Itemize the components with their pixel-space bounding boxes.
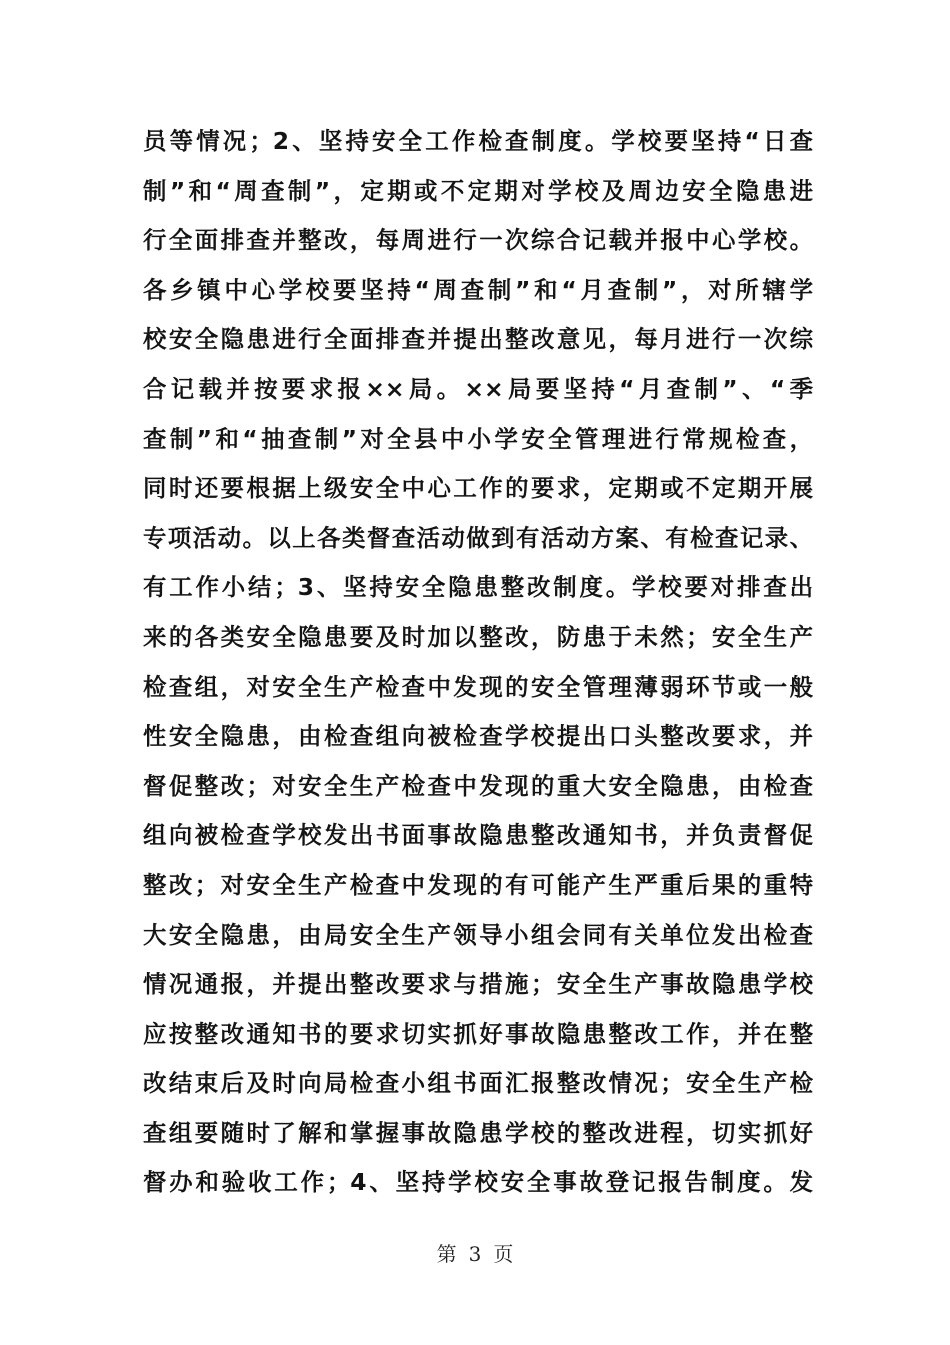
- page-label-prefix: 第: [436, 1242, 457, 1266]
- text-line-14: 督促整改；对安全生产检查中发现的重大安全隐患，由检查: [143, 771, 813, 800]
- text-line-13: 性安全隐患，由检查组向被检查学校提出口头整改要求，并: [143, 722, 813, 751]
- text-line-21: 查组要随时了解和掌握事故隐患学校的整改进程，切实抓好: [143, 1118, 813, 1147]
- text-line-5: 校安全隐患进行全面排查并提出整改意见，每月进行一次综: [143, 325, 813, 354]
- text-line-3: 行全面排查并整改，每周进行一次综合记载并报中心学校。: [143, 226, 813, 255]
- text-line-1: 员等情况；2、坚持安全工作检查制度。学校要坚持“日查: [143, 127, 813, 155]
- body-text: [143, 117, 813, 1208]
- text-line-15: 组向被检查学校发出书面事故隐患整改通知书，并负责督促: [143, 821, 813, 850]
- page-number: 3: [468, 1242, 482, 1266]
- text-line-9: 专项活动。以上各类督查活动做到有活动方案、有检查记录、: [143, 523, 813, 552]
- text-line-8: 同时还要根据上级安全中心工作的要求，定期或不定期开展: [143, 474, 813, 503]
- text-line-2: 制”和“周查制”，定期或不定期对学校及周边安全隐患进: [143, 176, 813, 205]
- text-line-11: 来的各类安全隐患要及时加以整改，防患于未然；安全生产: [143, 622, 813, 651]
- text-line-18: 情况通报，并提出整改要求与措施；安全生产事故隐患学校: [143, 970, 813, 999]
- page-label-suffix: 页: [493, 1242, 514, 1266]
- text-line-4: 各乡镇中心学校要坚持“周查制”和“月查制”，对所辖学: [143, 275, 813, 304]
- page-footer: [0, 1238, 950, 1267]
- text-line-22: 督办和验收工作；4、坚持学校安全事故登记报告制度。发: [143, 1168, 813, 1197]
- text-line-7: 查制”和“抽查制”对全县中小学安全管理进行常规检查，: [143, 424, 813, 453]
- text-line-19: 应按整改通知书的要求切实抓好事故隐患整改工作，并在整: [143, 1019, 813, 1048]
- text-line-17: 大安全隐患，由局安全生产领导小组会同有关单位发出检查: [143, 920, 813, 949]
- text-line-12: 检查组，对安全生产检查中发现的安全管理薄弱环节或一般: [143, 672, 813, 701]
- text-line-6: 合记载并按要求报××局。××局要坚持“月查制”、“季: [143, 374, 813, 403]
- text-line-16: 整改；对安全生产检查中发现的有可能产生严重后果的重特: [143, 870, 813, 899]
- text-line-20: 改结束后及时向局检查小组书面汇报整改情况；安全生产检: [143, 1069, 813, 1098]
- text-line-10: 有工作小结；3、坚持安全隐患整改制度。学校要对排查出: [143, 573, 813, 602]
